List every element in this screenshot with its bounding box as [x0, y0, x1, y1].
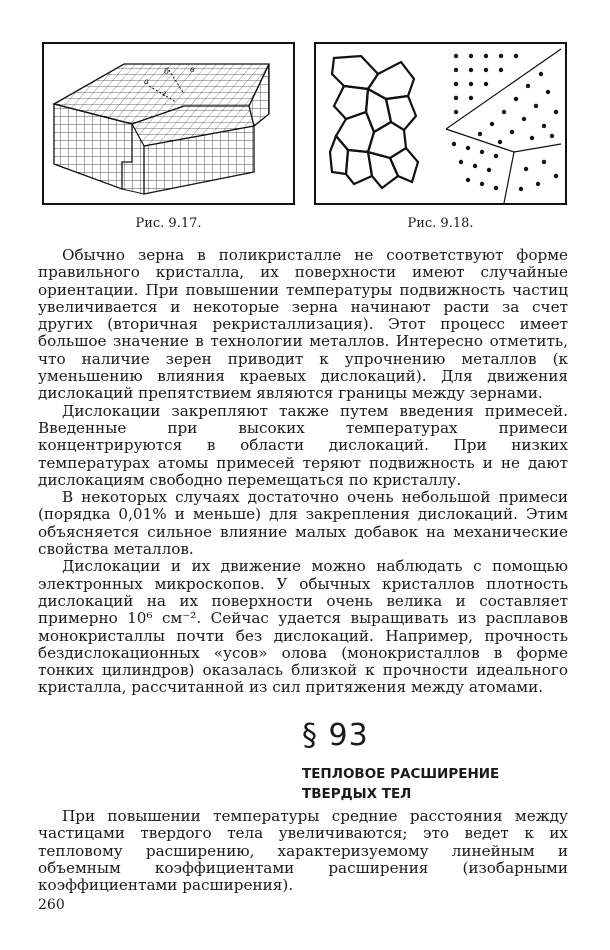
paragraph: Дислокации и их движение можно наблюдать с помощью электронных микроскопов. У обычных кристаллов плотность дислокаций на их поверхности очень велика и составляет примерно 10⁶ см⁻². Сейчас удается выращивать из расплавов монокристаллы почти без дислокаций. Например, прочность бездислокационных «усов» олова (монокристаллов в форме тонких цилиндров) оказалась близкой к прочности идеального кристалла, рассчитанной из сил притяжения между атомами.	[38, 557, 568, 697]
paragraph: В некоторых случаях достаточно очень небольшой примеси (порядка 0,01% и меньше) для закрепления дислокаций. Этим объясняется сильное влияние малых добавок на механические свойства металлов.	[38, 488, 568, 559]
figure-9-17	[42, 42, 295, 205]
figure-caption: Рис. 9.18.	[407, 216, 474, 231]
section-number: § 93	[302, 718, 369, 753]
figure-9-18	[314, 42, 567, 205]
section-title-line: ТВЕРДЫХ ТЕЛ	[302, 786, 412, 802]
grain-polygons	[330, 56, 418, 188]
svg-text:а: а	[144, 77, 149, 86]
page-number: 260	[38, 897, 65, 913]
svg-text:г: г	[162, 89, 167, 98]
grain-boundary-illustration	[316, 44, 565, 203]
section-title	[302, 764, 499, 804]
svg-text:в: в	[190, 65, 195, 74]
paragraph: Дислокации закрепляют также путем введения примесей. Введенные при высоких температурах примеси концентрируются в области дислокаций. При низких температурах атомы примесей теряют подвижность и не дают дислокациям свободно перемещаться по кристаллу.	[38, 401, 568, 489]
dislocation-block-illustration	[44, 44, 293, 203]
svg-text:б: б	[164, 67, 169, 76]
section-title-line: ТЕПЛОВОЕ РАСШИРЕНИЕ	[302, 766, 500, 782]
body-text	[38, 247, 568, 697]
paragraph: Обычно зерна в поликристалле не соответствуют форме правильного кристалла, их поверхности имеют случайные ориентации. При повышении температуры подвижность частиц увеличивается и некоторые зерна начинают расти за счет других (вторичная рекристаллизация). Этот процесс имеет большое значение в технологии металлов. Интересно отметить, что наличие зерен приводит к упрочнению металлов (к уменьшению влияния краевых дислокаций). Для движения дислокаций препятствием являются границы между зернами.	[38, 246, 568, 403]
figure-caption: Рис. 9.17.	[135, 216, 202, 231]
paragraph: При повышении температуры средние расстояния между частицами твердого тела увеличиваются; это ведет к их тепловому расширению, характеризуемому линейным и объемным коэффициентами расширения (изобарными коэффициентами расширения).	[38, 807, 568, 895]
body-text	[38, 808, 568, 894]
